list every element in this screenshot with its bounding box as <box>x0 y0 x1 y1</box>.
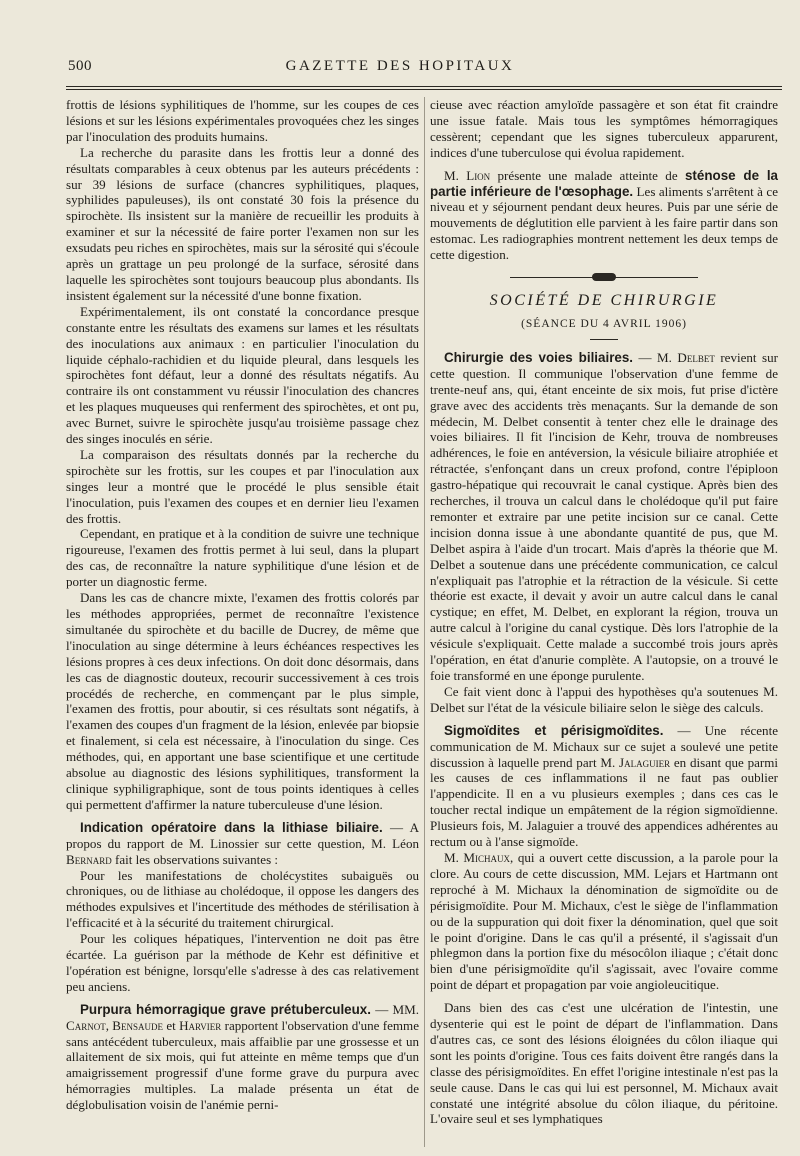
author-name: Bernard <box>66 851 112 867</box>
section-lithiase: Indication opératoire dans la lithiase biliaire. — A propos du rapport de M. Linossier sur cette question, M. Léon Bernard fait les observations suivantes : <box>66 819 419 867</box>
author-name: Bensaude <box>112 1017 163 1033</box>
paragraph: Ce fait vient donc à l'appui des hypothèses qu'a soutenues M. Delbet sur l'état de la vésicule biliaire selon le siège des calculs. <box>430 683 778 715</box>
paragraph: Cependant, en pratique et à la condition de suivre une technique rigoureuse, l'examen des frottis permet à lui seul, dans la plupart des cas, de reconnaître la nature syphilitique d'une lésion et de porter un diagnostic ferme. <box>66 526 419 590</box>
author-name: Michaux <box>463 849 511 865</box>
paragraph: Dans les cas de chancre mixte, l'examen des frottis colorés par les méthodes appropriées, permet de reconnaître l'existence simultanée du spirochète et du bacille de Ducrey, de même que l'inoculation au singe détermine à leurs échéances respectives les lésions propres à ces deux infections. On doit donc désormais, dans les cas de diagnostic douteux, recourir successivement à ces trois procédés de recherche, en commençant par le plus simple, l'examen des frottis, pour aboutir, si ces résultats sont négatifs, à l'examen des coupes d'un fragment de la lésion, enlevée par biopsie et finalement, si cela est nécessaire, à l'inoculation du singe. Ces méthodes, qui, en apportant une base scientifique et une certitude absolue au diagnostic des lésions syphilitiques, transforment la clinique syphiligraphique, sont de tous points identiques à celles qui permettent d'affirmer la nature tuberculeuse d'une lésion. <box>66 590 419 812</box>
society-title: SOCIÉTÉ DE CHIRURGIE <box>489 292 719 310</box>
left-column <box>66 97 419 1113</box>
author-name: Delbet <box>677 349 715 365</box>
section-voies-biliaires: Chirurgie des voies biliaires. — M. Delbet revient sur cette question. Il communique l'observation d'une femme de trente-neuf ans, qui, étant enceinte de six mois, fut prise d'ictère grave avec des accidents très menaçants. Sur la demande de son médecin, M. Delbet consentit à tenter chez elle le drainage des voies biliaires. Il fit l'incision de Kehr, trouva de nombreuses adhérences, le foie en antéversion, la vésicule biliaire atrophiée et rétractée, s'enfonçant dans un creux profond, contre l'épiploon gastro-hépatique qui recouvrait le canal cystique. Après bien des recherches, il trouva un calcul dans le cholédoque qu'il put faire remonter et extraire par une petite incision sur ce canal. Cette incision donna issue à une abondante quantité de pus, que M. Delbet aspira à l'aide d'un trocart. Mais d'après la théorie que M. Delbet a soutenue dans une précédente communication, ce calcul n'expliquait pas l'atrophie et la rétraction de la vésicule. Si cette théorie est exacte, il devait y avoir un autre calcul dans le canal cystique; en effet, M. Delbet, en explorant la région, trouva un autre calcul à l'origine du canal cystique. Dès lors l'atrophie de la vésicule s'expliquait. Cette malade a succombé trois jours après l'opération, en état d'anurie complète. A l'autopsie, on a trouvé le foie transformé en une éponge purulente. <box>430 349 778 683</box>
author-name: Jalaguier <box>619 754 671 770</box>
header-rule <box>66 86 782 87</box>
header-rule-double <box>66 89 782 90</box>
paragraph: La comparaison des résultats donnés par la recherche du spirochète sur les frottis, sur les coupes et par l'inoculation aux singes leur a montré que le procédé le plus sensible était l'inoculation, puis l'examen des coupes et en dernier lieu l'examen des frottis. <box>66 446 419 526</box>
page-number: 500 <box>68 58 92 74</box>
author-name: Harvier <box>179 1017 222 1033</box>
right-column <box>430 97 778 1127</box>
section-oesophage: M. Lion présente une malade atteinte de sténose de la partie inférieure de l'œsophage. Les aliments s'arrêtent à ce niveau et y séjournent pendant deux heures. Puis par une série de mouvements de déglutition elle parvient à les faire partir dans son estomac. Les radiographies montrent nettement les deux temps de cette digestion. <box>430 167 779 263</box>
author-name: Lion <box>466 167 491 183</box>
short-rule <box>590 339 618 340</box>
paragraph: Expérimentalement, ils ont constaté la concordance presque constante entre les résultats des examens sur lames et les résultats des inoculations aux animaux : en particulier l'inoculation du liquide céphalo-rachidien et du liquide pleural, dans lesquels les spirochètes font défaut, leur a donné des résultats négatifs. Au contraire ils ont constamment vu réussir l'inoculation des chancres et les plaques muqueuses qui renferment des spirochètes, et ont pu, avec Burnet, suivre le spirochète jusqu'au troisième passage chez des singes inoculés en série. <box>66 303 419 447</box>
paragraph: Pour les coliques hépatiques, l'intervention ne doit pas être écartée. La guérison par la méthode de Kehr est définitive et l'opération est bénigne, lorsqu'elle s'adresse à des cas relativement peu anciens. <box>66 931 419 994</box>
section-heading: Purpura hémorragique grave prétuberculeux. <box>80 1001 371 1017</box>
section-heading: Sigmoïdites et périsigmoïdites. <box>444 722 664 738</box>
author-name: Carnot <box>66 1017 106 1033</box>
column-divider <box>424 97 425 1147</box>
paragraph: cieuse avec réaction amyloïde passagère et son état fit craindre une issue fatale. Mais tous les symptômes hémorragiques cessèrent; cependant que les signes tuberculeux apparurent, indices d'une tuberculose qui évolua rapidement. <box>430 97 778 160</box>
paragraph: frottis de lésions syphilitiques de l'homme, sur les coupes de ces lésions et sur les lésions expérimentales provoquées chez les singes par l'inoculation des produits humains. <box>66 97 419 144</box>
seance-date: (SÉANCE DU 4 AVRIL 1906) <box>521 317 687 330</box>
running-title: GAZETTE DES HOPITAUX <box>285 58 515 74</box>
section-purpura: Purpura hémorragique grave prétuberculeux. — MM. Carnot, Bensaude et Harvier rapportent l'observation d'une femme sans antécédent tuberculeux, mais affaiblie par une grossesse et un allaitement de six mois, qui fut atteinte en même temps que d'un amaigrissement progressif d'une forme grave du purpura avec hémorragies multiples. La malade présenta un état de déglobulisation voisin de l'anémie perni- <box>66 1001 419 1113</box>
ornament-divider <box>430 273 778 281</box>
section-heading: Indication opératoire dans la lithiase biliaire. <box>80 819 383 835</box>
paragraph: Dans bien des cas c'est une ulcération de l'intestin, une dysenterie qui est le point de départ de l'inflammation. Dans d'autres cas, ce sont des lésions éloignées du côlon iliaque qui sont les points d'origine. Tous ces faits doivent être rangés dans la classe des périsigmoïdites. En effet l'origine intestinale n'est pas la seule cause. Dans le cas qui lui est personnel, M. Michaux avait constaté une intégrité absolue du côlon iliaque, du péritoine. L'ovaire seul et ses lymphatiques <box>430 1000 778 1127</box>
paragraph: Pour les manifestations de cholécystites subaiguës ou chroniques, ou de lithiase au cholédoque, il oppose les dangers des méthodes expulsives et l'incertitude des méthodes de stérilisation à l'efficacité et à la sécurité du traitement chirurgical. <box>66 867 419 931</box>
section-sigmoidites: Sigmoïdites et périsigmoïdites. — Une récente communication de M. Michaux sur ce sujet a soulevé une petite discussion à laquelle prend part M. Jalaguier en disant que parmi les causes de ces inflammations il ne faut pas oublier l'appendicite. Il en a vu plusieurs exemples ; dans ces cas le toucher rectal indique un empâtement de la région sigmoïdienne. Plusieurs fois, M. Jalaguier a trouvé des appendices adhérentes au rectum ou à l'anse sigmoïde. <box>430 722 779 850</box>
section-heading: sténose de la partie inférieure de l'œsophage. <box>430 167 779 199</box>
paragraph: M. Michaux, qui a ouvert cette discussion, a la parole pour la clore. Au cours de cette discussion, MM. Lejars et Hartmann ont reproché à M. Michaux la dénomination de sigmoïdite ou de périsigmoïdite. Pour M. Michaux, c'est le siège de l'inflammation ou de la suppuration qui doit fixer la dénomination, quel que soit le point d'origine. Dans le cas qu'il a présenté, il s'agissait d'un phlegmon dans la portion fixe du mésocôlon iliaque ; c'était donc bien d'une périsigmoïdite qu'il s'agissait, avec l'ovaire comme point de départ et propagation par voie angioleucitique. <box>430 849 779 993</box>
paragraph: La recherche du parasite dans les frottis leur a donné des résultats comparables à ceux obtenus par les auteurs précédents : sur 39 lésions de surface (chancres syphilitiques, plaques, syphilides papuleuses), ils ont constaté 30 fois la présence du spirochète. Ils insistent sur la manière de recueillir les produits à examiner et sur la nécessité de faire porter l'examen non sur les exsudats peu riches en spirochètes, mais sur la sérosité qui s'écoule après un grattage un peu prolongé de la surface, sérosité dans laquelle les spirochètes sont toujours beaucoup plus abondants. Ils insistent également sur la nécessité d'une bonne fixation. <box>66 144 419 303</box>
section-heading: Chirurgie des voies biliaires. <box>444 349 634 365</box>
